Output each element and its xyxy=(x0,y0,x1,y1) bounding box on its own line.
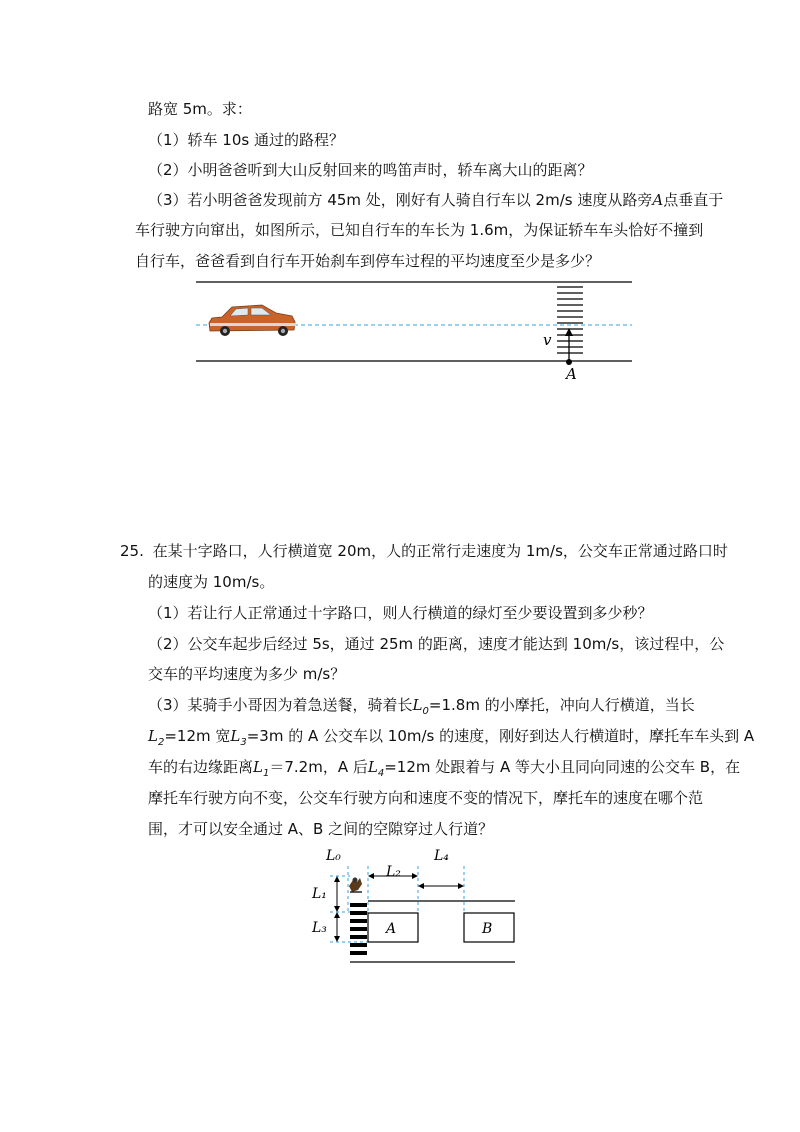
q24-var-a: A xyxy=(652,191,664,209)
var-l2-sub: 2 xyxy=(157,737,165,748)
var-l2: L xyxy=(148,727,158,745)
q25-part1: （1）若让行人正常通过十字路口，则人行横道的绿灯至少要设置到多少秒？ xyxy=(148,604,653,622)
q25-stem2: 的速度为 10m/s。 xyxy=(148,573,275,591)
var-l4-sub: 4 xyxy=(377,768,385,779)
q24-part2: （2）小明爸爸听到大山反射回来的鸣笛声时，轿车离大山的距离？ xyxy=(148,161,593,179)
q25-p3c-post: =12m 处跟着与 A 等大小且同向同速的公交车 B，在 xyxy=(384,758,741,776)
label-a: A xyxy=(566,365,577,383)
q25-p3c-pre: 车的右边缘距离 xyxy=(148,758,254,776)
q24-part3-line2: 车行驶方向窜出，如图所示，已知自行车的车长为 1.6m，为保证轿车车头恰好不撞到 xyxy=(135,221,704,239)
q25-part2-line1: （2）公交车起步后经过 5s，通过 25m 的距离，速度才能达到 10m/s，该过程中，公 xyxy=(148,635,725,653)
var-l0: L xyxy=(412,696,423,714)
fig-label-l4: L₄ xyxy=(434,848,449,864)
q25-p3c-mid: ＝7.2m，A 后 xyxy=(269,758,368,776)
q25-p3b-post: =3m 的 A 公交车以 10m/s 的速度，刚好到达人行横道时，摩托车车头到 A xyxy=(246,727,755,745)
q25-number: 25. xyxy=(120,542,144,560)
q25-part2-line2: 交车的平均速度为多少 m/s？ xyxy=(148,665,346,683)
label-v: v xyxy=(543,331,552,349)
var-l1: L xyxy=(253,758,263,776)
bus-a-label: A xyxy=(386,921,397,937)
q24-part3-line3: 自行车，爸爸看到自行车开始刹车到停车过程的平均速度至少是多少？ xyxy=(135,252,601,270)
fig-label-l0: L₀ xyxy=(326,848,341,864)
fig-label-l1: L₁ xyxy=(312,886,327,902)
q25-part3-line4: 摩托车行驶方向不变，公交车行驶方向和速度不变的情况下，摩托车的速度在哪个范 xyxy=(148,789,704,807)
q24-line1: 路宽 5m。求： xyxy=(148,100,252,118)
fig-zebra-crossing xyxy=(350,903,367,955)
var-l0-sub: 0 xyxy=(422,706,429,717)
q24-part3-pre: （3）若小明爸爸发现前方 45m 处，刚好有人骑自行车以 2m/s 速度从路旁 xyxy=(148,191,653,209)
var-l3-sub: 3 xyxy=(240,737,247,748)
q25-stem1: 在某十字路口，人行横道宽 20m，人的正常行走速度为 1m/s，公交车正常通过路口时 xyxy=(152,542,728,560)
q25-part3-line5: 围，才可以安全通过 A、B 之间的空隙穿过人行道？ xyxy=(148,820,494,838)
bus-b-label: B xyxy=(482,921,493,937)
q24-part3-post: 点垂直于 xyxy=(663,191,724,209)
q25-p3-post: =1.8m 的小摩托，冲向人行横道，当长 xyxy=(428,696,695,714)
q24-part1: （1）轿车 10s 通过的路程？ xyxy=(148,131,344,149)
q25-p3-pre: （3）某骑手小哥因为着急送餐，骑着长 xyxy=(148,696,413,714)
var-l1-sub: 1 xyxy=(262,768,270,779)
q25-p3b-mid: =12m 宽 xyxy=(164,727,231,745)
var-l4: L xyxy=(367,758,378,776)
var-l3: L xyxy=(230,727,241,745)
motorcycle-rider-icon xyxy=(349,878,362,893)
fig-label-l2: L₂ xyxy=(386,864,401,880)
fig-label-l3: L₃ xyxy=(312,920,327,936)
